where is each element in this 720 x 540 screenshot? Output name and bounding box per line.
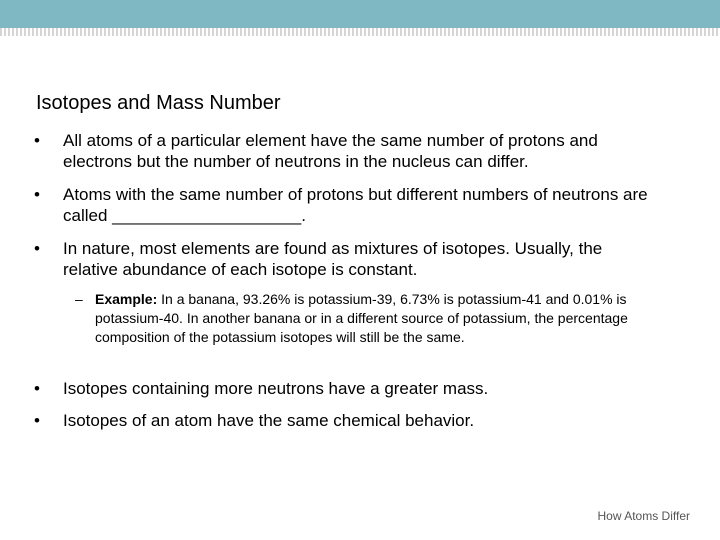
bullet-marker: • bbox=[34, 379, 40, 398]
bullet-text: Isotopes of an atom have the same chemical behavior. bbox=[63, 411, 475, 430]
bullet-marker: • bbox=[34, 131, 40, 150]
sub-bullet-text bbox=[95, 290, 630, 347]
bullet-text: In nature, most elements are found as mixtures of isotopes. Usually, the relative abundance of each isotope is constant. bbox=[63, 239, 603, 279]
bullet-text: Isotopes containing more neutrons have a greater mass. bbox=[63, 379, 489, 398]
bullet-text: All atoms of a particular element have the same number of protons and electrons but the number of neutrons in the nucleus can differ. bbox=[63, 131, 598, 171]
slide-title: Isotopes and Mass Number bbox=[36, 92, 281, 114]
sub-bullet-marker: – bbox=[75, 291, 83, 307]
example-text: In a banana, 93.26% is potassium-39, 6.73% is potassium-41 and 0.01% is potassium-40. In another banana or in a different source of potassium, the percentage composition of the potassium isotopes will still be the same. bbox=[95, 291, 628, 345]
bullet-marker: • bbox=[34, 239, 40, 258]
example-label: Example: bbox=[95, 291, 158, 307]
bullet-marker: • bbox=[34, 185, 40, 204]
bullet-marker: • bbox=[34, 411, 40, 430]
bullet-text: Atoms with the same number of protons but different numbers of neutrons are called ____________________. bbox=[63, 185, 648, 225]
slide-footer: How Atoms Differ bbox=[597, 509, 690, 523]
